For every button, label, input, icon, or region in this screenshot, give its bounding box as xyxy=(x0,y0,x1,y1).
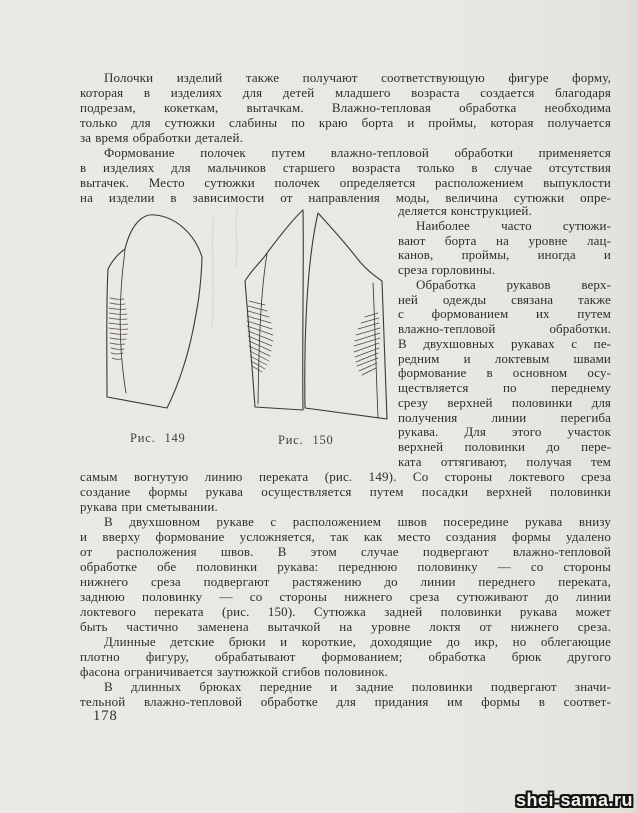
site-watermark: shei-sama.ru xyxy=(515,790,633,810)
text-line: получения линии перегиба xyxy=(398,409,611,425)
paragraph xyxy=(80,145,611,205)
text-line: Длинные детские брюки и короткие, доходящие до икр, но облегающие xyxy=(104,634,611,649)
figures-area xyxy=(85,205,397,455)
showthrough-ghost-line xyxy=(212,207,237,327)
front-crease-line xyxy=(258,254,267,404)
text-line: тельной влажно-тепловой обработке для придания им формы в соответ- xyxy=(80,694,611,709)
text-line: быть частично заменена вытачкой на уровне локтя от нижнего среза. xyxy=(80,619,611,634)
text-line: деляется конструкцией. xyxy=(398,203,532,218)
paragraph xyxy=(80,634,611,679)
text-line: Формование полочек путем влажно-тепловой обработки применяется xyxy=(104,145,611,160)
figure-150-caption: Рис. 150 xyxy=(278,433,334,447)
right-column-text-block xyxy=(398,204,611,470)
text-line: обработке обе половинки рукава: переднюю половинку — со стороны xyxy=(80,559,611,574)
text-line: и вверху формование усложняется, так как место создания формы удалено xyxy=(80,529,611,544)
bottom-text-block xyxy=(80,469,611,709)
paragraph xyxy=(398,219,611,278)
figure-149-sleeve xyxy=(107,215,202,408)
text-line: срезу верхней половинки для xyxy=(398,394,611,410)
figure-149-caption: Рис. 149 xyxy=(130,431,186,445)
text-line: канов, проймы, иногда и xyxy=(398,247,611,263)
text-line: ней одежды связана также xyxy=(398,291,611,307)
text-line: верхней половинки до пере- xyxy=(398,439,611,454)
front-half-outline xyxy=(245,210,303,410)
text-line: ката оттягивают, получая тем xyxy=(398,453,611,469)
text-line: локтевого переката (рис. 150). Сутюжка задней половинки рукава может xyxy=(80,604,611,619)
text-line: фасона ограничивается заутюжкой сгибов половинок. xyxy=(80,664,389,679)
paragraph xyxy=(80,469,611,514)
paragraph xyxy=(398,278,611,470)
text-line: формование в основном осу- xyxy=(398,365,611,381)
text-line: в изделиях для мальчиков старшего возраста только в случае отсутствия xyxy=(80,160,611,175)
text-line: самым вогнутую линию переката (рис. 149). Со стороны локтевого среза xyxy=(80,469,611,484)
text-line: влажно-тепловой обработки. xyxy=(398,321,611,336)
top-text-block xyxy=(80,70,611,205)
paragraph xyxy=(398,204,611,219)
text-line: подрезам, кокеткам, вытачкам. Влажно-тепловая обработка необходима xyxy=(80,100,611,115)
text-line: вают борта на уровне лац- xyxy=(398,232,611,248)
text-line: от расположения швов. В этом случае подвергают влажно-тепловой xyxy=(80,544,611,559)
text-line: нижнего среза подвергают растяжению до линии переднего переката, xyxy=(80,574,611,589)
text-line: с формованием их путем xyxy=(398,306,611,322)
text-line: редним и локтевым швами xyxy=(398,350,611,366)
shrink-hatching xyxy=(109,298,128,359)
text-line: В двухшовном рукаве с расположением швов посередине рукава внизу xyxy=(104,514,611,529)
text-line: за время обработки деталей. xyxy=(80,130,243,145)
text-line: В двухшовных рукавах с пе- xyxy=(398,335,611,351)
paragraph xyxy=(80,514,611,634)
sleeve-pattern-figures xyxy=(85,205,397,455)
text-line: рукава. Для этого участок xyxy=(398,424,611,440)
text-line: заднюю половинку — со стороны нижнего среза сутюживают до линии xyxy=(80,589,611,604)
paragraph xyxy=(80,679,611,709)
page-number: 178 xyxy=(93,708,118,724)
text-line: плотно фигуру, обрабатывают формованием; обработка брюк другого xyxy=(80,649,611,664)
text-line: Обработка рукавов верх- xyxy=(416,276,611,292)
text-line: В длинных брюках передние и задние половинки подвергают значи- xyxy=(104,679,611,694)
text-line: которая в изделиях для детей младшего возраста создается благодаря xyxy=(80,85,611,100)
text-line: на изделии в зависимости от направления моды, величина сутюжки опре- xyxy=(80,190,611,205)
crease-line xyxy=(120,250,126,393)
text-line: только для сутюжки слабины по краю борта и проймы, которая получается xyxy=(80,115,611,130)
text-line: среза горловины. xyxy=(398,262,496,277)
paragraph xyxy=(80,70,611,145)
sleeve-outline xyxy=(107,215,202,408)
text-line: создание формы рукава осуществляется путем посадки верхней половинки xyxy=(80,484,611,499)
text-line: Полочки изделий также получают соответствующую фигуре форму, xyxy=(104,70,611,85)
text-line: ществляется по переднему xyxy=(398,380,611,395)
text-line: вытачек. Место сутюжки полочек определяется расположением выпуклости xyxy=(80,175,611,190)
figure-150-sleeve-halves xyxy=(245,210,387,419)
text-line: рукава при сметывании. xyxy=(80,499,218,514)
text-line: Наиболее часто сутюжи- xyxy=(416,217,611,233)
